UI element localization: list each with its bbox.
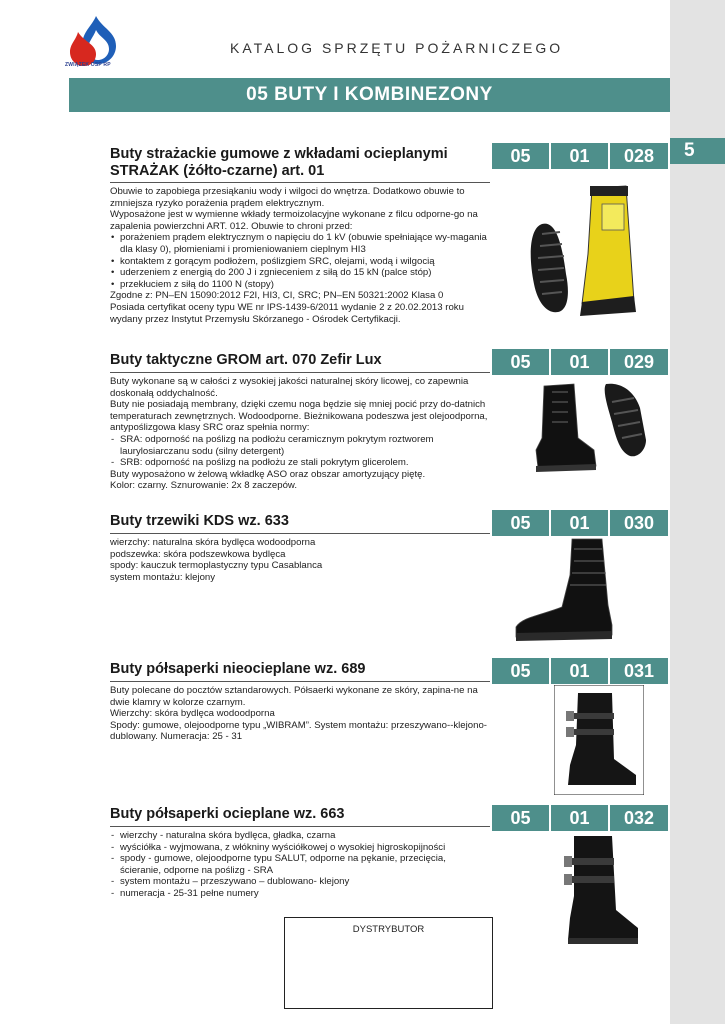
title-rule xyxy=(110,182,490,183)
tactical-boot-image xyxy=(522,378,652,478)
product-code: 05 01 028 xyxy=(492,143,668,169)
product-description: Obuwie to zapobiega przesiąkaniu wody i wilgoci do wnętrza. Dodatkowo obuwie to zmniejsza ryzyko porażenia prądem elektrycznym. Wyposażone jest w wymienne wkłady termoizolacyjne wykonane z filcu odporne-go na zapalenia powierzchni ART. 012. Obuwie to chroni przed: • porażeniem prądem elektrycznym o napięciu do 1 kV (obuwie spełniające wy-magania dla klasy 0), płomieniami i promieniowaniem cieplnym HI3 • kontaktem z gorącym podłożem, poślizgiem SRC, olejami, wodą i wilgocią • uderzeniem z energią do 200 J i zgnieceniem z siłą do 15 kN (palce stóp) • przekłuciem z siłą do 1100 N (stopy) Zgodne z: PN–EN 15090:2012 F2I, HI3, CI, SRC; PN–EN 50321:2002 Klasa 0 Posiada certyfikat oceny typu WE nr IPS-1439-6/2011 wydanie 2 z 20.02.2013 roku wydany przez Instytut Przemysłu Skórzanego - Ośrodek Certyfikacji. xyxy=(110,186,488,325)
product-description: - wierzchy - naturalna skóra bydlęca, gładka, czarna - wyściółka - wyjmowana, z włókniny wyściółkowej o wysokiej higroskopijności - spody - gumowe, olejoodporne typu SALUT, odporne na pękanie, przecięcia, ścieranie, odporne na poślizg - SRA - system montażu – przeszywano – dublowano- klejony - numeracja - 25-31 pełne numery xyxy=(110,830,488,900)
product-title: Buty trzewiki KDS wz. 633 xyxy=(110,513,289,529)
buckle-boot-image xyxy=(554,685,644,795)
firefighter-boot-image xyxy=(522,184,652,324)
product-029 xyxy=(110,352,670,502)
distributor-label: DYSTRYBUTOR xyxy=(352,924,425,935)
product-description: wierzchy: naturalna skóra bydlęca wodoodporna podszewka: skóra podszewkowa bydlęca spody: kauczuk termoplastyczny typu Casablanca system montażu: klejony xyxy=(110,537,323,583)
title-rule xyxy=(110,681,490,682)
work-boot-image xyxy=(512,535,622,645)
title-rule xyxy=(110,372,490,373)
product-031 xyxy=(110,661,670,801)
product-description: Buty polecane do pocztów sztandarowych. Półsaerki wykonane ze skóry, zapina-ne na dwie klamry w kolorze czarnym. Wierzchy: skóra bydlęca wodoodporna Spody: gumowe, olejoodporne typu „WIBRAM”. System montażu: przeszywano--klejono-dublowany. Numeracja: 25 - 31 xyxy=(110,685,487,743)
product-code: 05 01 029 xyxy=(492,349,668,375)
product-code: 05 01 030 xyxy=(492,510,668,536)
product-code: 05 01 032 xyxy=(492,805,668,831)
product-code: 05 01 031 xyxy=(492,658,668,684)
product-030 xyxy=(110,513,670,653)
distributor-box xyxy=(284,917,493,1009)
catalog-title: KATALOG SPRZĘTU POŻARNICZEGO xyxy=(230,40,564,56)
title-rule xyxy=(110,826,490,827)
product-description: Buty wykonane są w całości z wysokiej jakości naturalnej skóry licowej, co zapewnia doskonałą oddychalność. Buty nie posiadają membrany, dzięki czemu noga będzie się mniej pocić przy do-datnich temperaturach zewnętrznych. Wodoodporne. Bieżnikowana podeszwa jest olejoodporna, antypoślizgowa klasy SRC oraz spełnia normy: - SRA: odporność na poślizg na podłożu ceramicznym pokrytym roztworem laurylosiarczanu sodu (silny detergent) - SRB: odporność na poślizg na podłożu ze stali pokrytym glicerolem. Buty wyposażono w żelową wkładkę ASO oraz obszar amortyzujący piętę. Kolor: czarny. Sznurowanie: 2x 8 zaczepów. xyxy=(110,376,488,492)
product-032 xyxy=(110,806,670,916)
product-title: Buty strażackie gumowe z wkładami ocieplanymi STRAŻAK (żółto-czarne) art. 01 xyxy=(110,146,448,179)
insulated-buckle-boot-image xyxy=(554,832,644,948)
title-rule xyxy=(110,533,490,534)
product-title: Buty półsaperki ocieplane wz. 663 xyxy=(110,806,345,822)
logo-caption: ZWIĄZEK OSP RP xyxy=(65,62,111,68)
product-title: Buty półsaperki nieocieplane wz. 689 xyxy=(110,661,366,677)
product-title: Buty taktyczne GROM art. 070 Zefir Lux xyxy=(110,352,382,368)
chapter-tab: 5 xyxy=(670,138,725,164)
product-028 xyxy=(110,146,670,336)
section-title: 05 BUTY I KOMBINEZONY xyxy=(69,78,670,112)
